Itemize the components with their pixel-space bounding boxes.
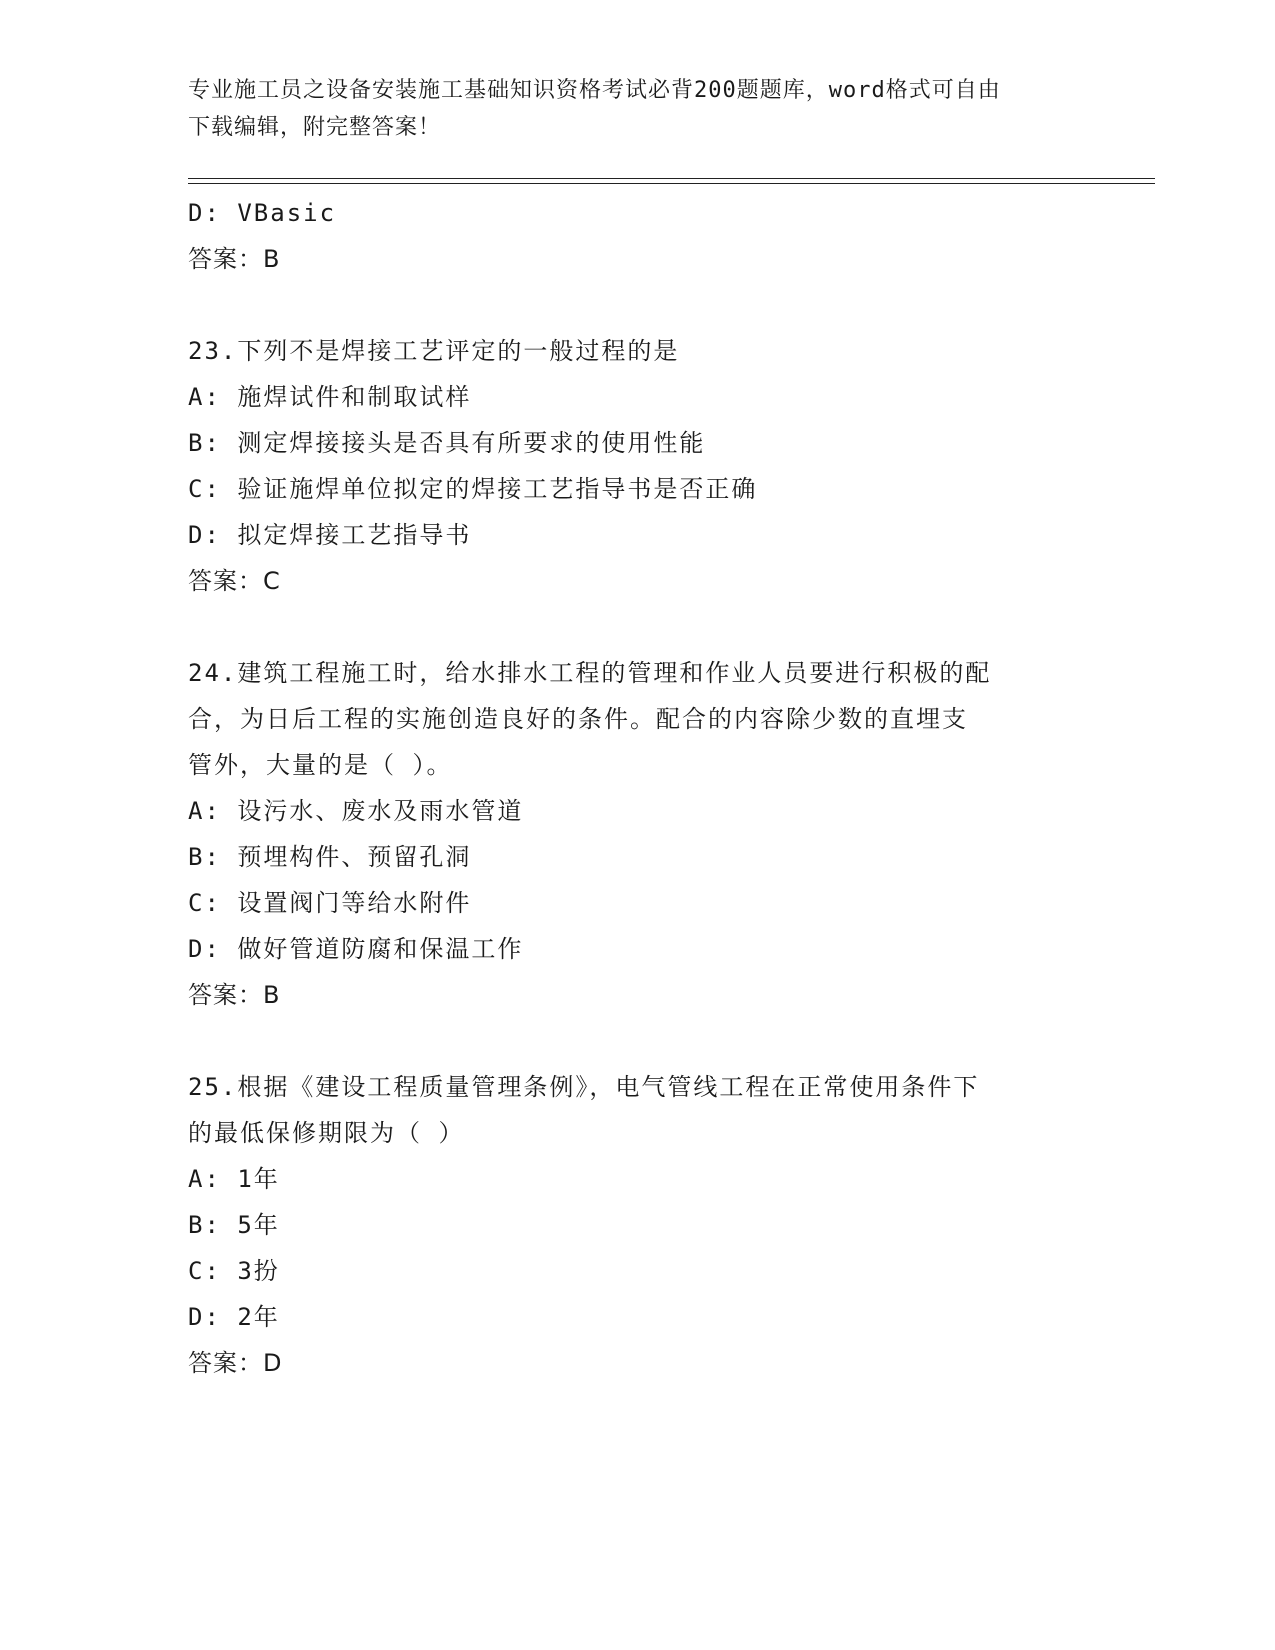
question-stem: 管外，大量的是（ ）。 bbox=[188, 751, 453, 779]
question-list bbox=[188, 190, 1088, 1386]
question-stem: 24.建筑工程施工时，给水排水工程的管理和作业人员要进行积极的配 bbox=[188, 659, 992, 687]
spacer bbox=[188, 604, 1088, 650]
option-d: D: 2年 bbox=[188, 1303, 280, 1331]
option-b: B: 5年 bbox=[188, 1211, 280, 1239]
question-stem: 合，为日后工程的实施创造良好的条件。配合的内容除少数的直埋支 bbox=[188, 705, 968, 733]
question-23 bbox=[188, 328, 1088, 604]
answer: 答案：B bbox=[188, 981, 281, 1009]
question-stem: 23.下列不是焊接工艺评定的一般过程的是 bbox=[188, 337, 680, 365]
header-line-2: 下载编辑，附完整答案！ bbox=[188, 115, 442, 140]
header-line-1: 专业施工员之设备安装施工基础知识资格考试必背200题题库，word格式可自由 bbox=[188, 78, 1001, 103]
option-b: B: 预埋构件、预留孔洞 bbox=[188, 843, 472, 871]
question-25 bbox=[188, 1064, 1088, 1386]
option-a: A: 设污水、废水及雨水管道 bbox=[188, 797, 524, 825]
spacer bbox=[188, 282, 1088, 328]
question-24 bbox=[188, 650, 1088, 1018]
option-c: C: 验证施焊单位拟定的焊接工艺指导书是否正确 bbox=[188, 475, 758, 503]
option-b: B: 测定焊接接头是否具有所要求的使用性能 bbox=[188, 429, 706, 457]
option-c: C: 设置阀门等给水附件 bbox=[188, 889, 472, 917]
option-c: C: 3扮 bbox=[188, 1257, 280, 1285]
option-d: D: 拟定焊接工艺指导书 bbox=[188, 521, 472, 549]
answer: 答案：C bbox=[188, 567, 281, 595]
prev-option-d: D: VBasic bbox=[188, 199, 337, 227]
option-a: A: 施焊试件和制取试样 bbox=[188, 383, 472, 411]
option-a: A: 1年 bbox=[188, 1165, 280, 1193]
question-stem: 25.根据《建设工程质量管理条例》，电气管线工程在正常使用条件下 bbox=[188, 1073, 980, 1101]
option-d: D: 做好管道防腐和保温工作 bbox=[188, 935, 524, 963]
header-divider-bottom bbox=[188, 183, 1155, 184]
header-divider-top bbox=[188, 178, 1155, 179]
question-stem: 的最低保修期限为（ ） bbox=[188, 1119, 465, 1147]
prev-answer: 答案：B bbox=[188, 245, 281, 273]
spacer bbox=[188, 1018, 1088, 1064]
answer: 答案：D bbox=[188, 1349, 283, 1377]
document-header bbox=[188, 72, 1088, 146]
